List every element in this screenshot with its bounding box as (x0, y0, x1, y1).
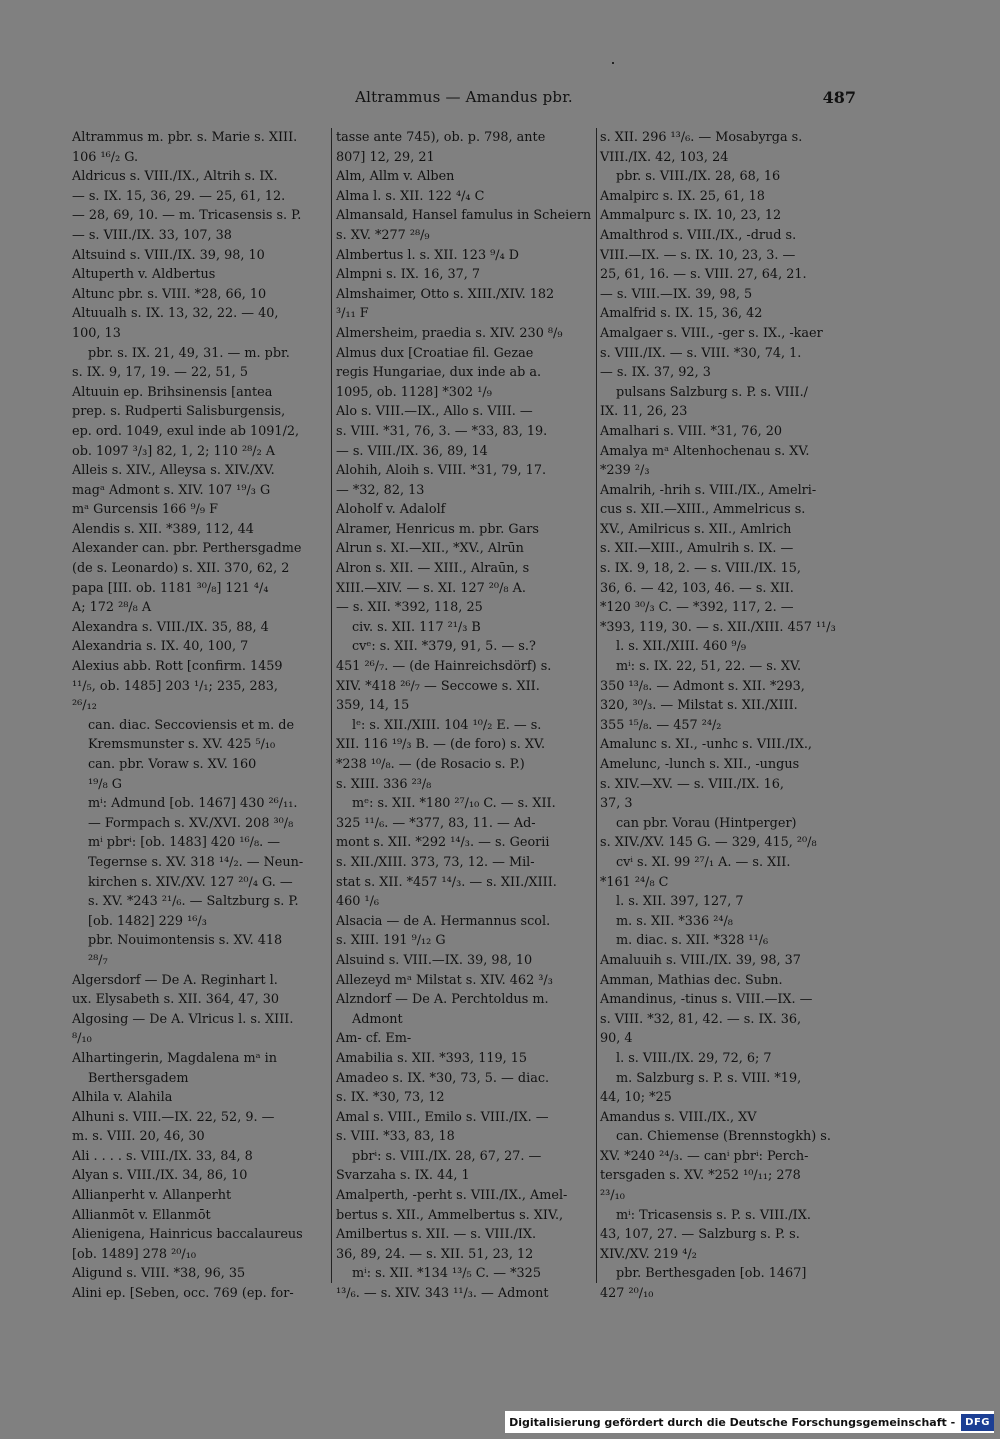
index-line: *120 ³⁰/₃ C. — *392, 117, 2. — (600, 600, 794, 616)
index-line: 36, 89, 24. — s. XII. 51, 23, 12 (336, 1246, 534, 1262)
index-line: [ob. 1489] 278 ²⁰/₁₀ (72, 1246, 196, 1262)
index-line: Amalunc s. XI., -unhc s. VIII./IX., (600, 737, 812, 753)
index-line: cvⁱ s. XI. 99 ²⁷/₁ A. — s. XII. (616, 854, 791, 870)
index-line: s. VIII. *32, 81, 42. — s. IX. 36, (600, 1011, 802, 1027)
index-line: Amman, Mathias dec. Subn. (600, 972, 783, 988)
index-line: VIII./IX. 42, 103, 24 (600, 149, 729, 165)
index-line: XIV./XV. 219 ⁴/₂ (600, 1246, 697, 1262)
index-line: 355 ¹⁵/₈. — 457 ²⁴/₂ (600, 717, 722, 733)
index-line: — *32, 82, 13 (336, 482, 425, 498)
index-line: s. XIII. 191 ⁹/₁₂ G (336, 933, 446, 949)
index-line: Amalfrid s. IX. 15, 36, 42 (600, 306, 763, 322)
index-line: ob. 1097 ³/₃] 82, 1, 2; 110 ²⁸/₂ A (72, 443, 276, 459)
index-line: *238 ¹⁰/₈. — (de Rosacio s. P.) (336, 757, 525, 772)
index-line: Amalrih, -hrih s. VIII./IX., Amelri- (600, 482, 817, 498)
index-line: *393, 119, 30. — s. XII./XIII. 457 ¹¹/₃ (600, 619, 836, 635)
index-line: Alleis s. XIV., Alleysa s. XIV./XV. (72, 463, 275, 479)
index-line: Alramer, Henricus m. pbr. Gars (336, 521, 539, 537)
index-line: tersgaden s. XV. *252 ¹⁰/₁₁; 278 (600, 1168, 801, 1184)
index-line: Altuperth v. Aldbertus (72, 267, 216, 283)
index-line: l. s. VIII./IX. 29, 72, 6; 7 (616, 1050, 772, 1066)
column-rule (331, 128, 332, 1283)
index-line: s. XIV.—XV. — s. VIII./IX. 16, (600, 776, 784, 792)
index-line: Algersdorf — De A. Reginhart l. (72, 972, 278, 988)
dfg-logo: DFG (961, 1414, 994, 1431)
index-line: Altuualh s. IX. 13, 32, 22. — 40, (72, 306, 279, 322)
index-line: s. XV. *277 ²⁸/₉ (336, 227, 430, 243)
speck (612, 62, 614, 64)
index-line: bertus s. XII., Ammelbertus s. XIV., (336, 1207, 564, 1223)
index-line: 90, 4 (600, 1031, 633, 1047)
index-column-1 (72, 128, 330, 1302)
index-line: mⁱ: Admund [ob. 1467] 430 ²⁶/₁₁. (88, 796, 298, 812)
index-line: ²⁸/₇ (88, 952, 108, 968)
index-line: 37, 3 (600, 796, 633, 812)
index-line: XII. 116 ¹⁹/₃ B. — (de foro) s. XV. (336, 737, 546, 753)
index-line: Altunc pbr. s. VIII. *28, 66, 10 (72, 286, 267, 302)
index-line: civ. s. XII. 117 ²¹/₃ B (352, 619, 481, 635)
index-line: Alendis s. XII. *389, 112, 44 (72, 521, 254, 537)
index-line: Amandinus, -tinus s. VIII.—IX. — (600, 992, 813, 1008)
index-line: Almersheim, praedia s. XIV. 230 ⁸/₉ (336, 325, 563, 341)
index-line: ¹¹/₅, ob. 1485] 203 ¹/₁; 235, 283, (72, 678, 278, 694)
index-line: Svarzaha s. IX. 44, 1 (336, 1168, 470, 1184)
index-line: can pbr. Vorau (Hintperger) (616, 815, 797, 831)
index-line: prep. s. Rudperti Salisburgensis, (72, 404, 286, 420)
index-line: Alron s. XII. — XIII., Alraūn, s (336, 561, 530, 577)
running-title: Altrammus — Amandus pbr. (355, 88, 573, 106)
index-line: — s. IX. 37, 92, 3 (600, 365, 711, 381)
index-line: mᵉ: s. XII. *180 ²⁷/₁₀ C. — s. XII. (352, 796, 556, 812)
index-line: — Formpach s. XV./XVI. 208 ³⁰/₈ (88, 815, 294, 831)
index-line: Alexandria s. IX. 40, 100, 7 (72, 639, 249, 655)
index-line: 43, 107, 27. — Salzburg s. P. s. (600, 1227, 800, 1243)
index-line: Alzndorf — De A. Perchtoldus m. (336, 992, 549, 1008)
index-line: Almshaimer, Otto s. XIII./XIV. 182 (336, 286, 555, 302)
index-line: Tegernse s. XV. 318 ¹⁴/₂. — Neun- (88, 854, 304, 870)
index-line: — s. IX. 15, 36, 29. — 25, 61, 12. (72, 188, 286, 204)
index-line: Alyan s. VIII./IX. 34, 86, 10 (72, 1168, 248, 1184)
index-line: ux. Elysabeth s. XII. 364, 47, 30 (72, 992, 279, 1008)
index-line: 100, 13 (72, 325, 121, 341)
index-line: s. VIII./IX. — s. VIII. *30, 74, 1. (600, 345, 802, 361)
index-line: 325 ¹¹/₆. — *377, 83, 11. — Ad- (336, 815, 536, 831)
index-line: Altrammus m. pbr. s. Marie s. XIII. (72, 130, 298, 145)
index-line: Amalgaer s. VIII., -ger s. IX., -kaer (600, 325, 823, 341)
index-line: mⁱ pbrⁱ: [ob. 1483] 420 ¹⁶/₈. — (88, 835, 281, 851)
index-line: s. XIV./XV. 145 G. — 329, 415, ²⁰/₈ (600, 835, 817, 851)
index-line: pbr. s. IX. 21, 49, 31. — m. pbr. (88, 345, 290, 361)
index-line: pbr. s. VIII./IX. 28, 68, 16 (616, 169, 781, 185)
index-line: mⁱ: s. IX. 22, 51, 22. — s. XV. (616, 659, 802, 675)
index-line: 460 ¹/₆ (336, 894, 380, 910)
index-line: Allianmōt v. Ellanmōt (72, 1207, 211, 1223)
index-line: ¹³/₆. — s. XIV. 343 ¹¹/₃. — Admont (336, 1286, 549, 1302)
index-line: l. s. XII. 397, 127, 7 (616, 894, 744, 910)
index-line: l. s. XII./XIII. 460 ⁹/₉ (616, 639, 747, 655)
index-line: s. IX. 9, 18, 2. — s. VIII./IX. 15, (600, 561, 801, 577)
index-line: Alexius abb. Rott [confirm. 1459 (72, 659, 283, 675)
index-line: Aligund s. VIII. *38, 96, 35 (72, 1266, 246, 1282)
index-line: s. VIII. *31, 76, 3. — *33, 83, 19. (336, 423, 548, 439)
index-line: XIII.—XIV. — s. XI. 127 ²⁰/₈ A. (336, 580, 526, 596)
index-line: can. pbr. Voraw s. XV. 160 (88, 757, 257, 772)
index-line: can. diac. Seccoviensis et m. de (88, 717, 295, 733)
index-line: Amalperth, -perht s. VIII./IX., Amel- (336, 1188, 568, 1204)
index-line: cvᵉ: s. XII. *379, 91, 5. — s.? (352, 639, 536, 655)
index-line: s. VIII. *33, 83, 18 (336, 1129, 455, 1145)
index-line: can. Chiemense (Brennstogkh) s. (616, 1129, 831, 1145)
index-line: ⁸/₁₀ (72, 1031, 92, 1047)
index-line: Alini ep. [Seben, occ. 769 (ep. for- (72, 1286, 294, 1302)
index-line: Amalthrod s. VIII./IX., -drud s. (600, 227, 797, 243)
index-line: — 28, 69, 10. — m. Tricasensis s. P. (72, 208, 302, 224)
index-line: papa [III. ob. 1181 ³⁰/₈] 121 ⁴/₄ (72, 580, 269, 596)
index-line: regis Hungariae, dux inde ab a. (336, 365, 542, 381)
index-line: Ammalpurc s. IX. 10, 23, 12 (600, 208, 782, 224)
footer-text: Digitalisierung gefördert durch die Deutsche Forschungsgemeinschaft - (509, 1415, 956, 1429)
index-line: pulsans Salzburg s. P. s. VIII./ (616, 384, 808, 400)
index-line: pbrⁱ: s. VIII./IX. 28, 67, 27. — (352, 1148, 542, 1164)
index-line: pbr. Nouimontensis s. XV. 418 (88, 933, 283, 949)
index-line: 36, 6. — 42, 103, 46. — s. XII. (600, 580, 794, 596)
footer-banner[interactable] (505, 1411, 994, 1433)
index-line: 106 ¹⁶/₂ G. (72, 149, 139, 165)
index-line: mⁱ: Tricasensis s. P. s. VIII./IX. (616, 1207, 811, 1223)
index-line: 25, 61, 16. — s. VIII. 27, 64, 21. (600, 267, 807, 283)
index-line: kirchen s. XIV./XV. 127 ²⁰/₄ G. — (88, 874, 293, 890)
index-line: Allezeyd mᵃ Milstat s. XIV. 462 ³/₃ (336, 972, 553, 988)
index-line: ²⁶/₁₂ (72, 698, 97, 714)
index-line: Almus dux [Croatiae fil. Gezae (336, 345, 534, 361)
index-line: 1095, ob. 1128] *302 ¹/₉ (336, 384, 492, 400)
index-line: Almbertus l. s. XII. 123 ⁹/₄ D (336, 247, 520, 263)
index-line: Alrun s. XI.—XII., *XV., Alrūn (336, 541, 524, 557)
index-line: Berthersgadem (88, 1070, 189, 1086)
index-line: Algosing — De A. Vlricus l. s. XIII. (72, 1011, 294, 1027)
index-line: 320, ³⁰/₃. — Milstat s. XII./XIII. (600, 698, 798, 714)
index-column-2 (336, 128, 592, 1302)
index-line: Alm, Allm v. Alben (336, 169, 455, 185)
index-line: Aldricus s. VIII./IX., Altrih s. IX. (72, 169, 278, 185)
index-line: *161 ²⁴/₈ C (600, 874, 669, 890)
index-line: ³/₁₁ F (336, 306, 369, 322)
index-line: 44, 10; *25 (600, 1090, 672, 1106)
index-line: Amelunc, -lunch s. XII., -ungus (600, 757, 800, 772)
index-line: m. diac. s. XII. *328 ¹¹/₆ (616, 933, 769, 949)
index-line: XIV. *418 ²⁶/₇ — Seccowe s. XII. (336, 678, 540, 694)
index-line: Admont (352, 1011, 403, 1027)
index-column-3 (600, 128, 858, 1302)
index-line: m. s. XII. *336 ²⁴/₈ (616, 913, 733, 929)
index-line: 451 ²⁶/₇. — (de Hainreichsdörf) s. (336, 659, 552, 675)
index-line: Almansald, Hansel famulus in Scheiern (336, 208, 592, 224)
index-line: VIII.—IX. — s. IX. 10, 23, 3. — (600, 247, 796, 263)
index-line: Alhartingerin, Magdalena mᵃ in (72, 1050, 277, 1066)
index-line: Am- cf. Em- (336, 1031, 412, 1047)
index-line: XV., Amilricus s. XII., Amlrich (600, 521, 792, 537)
column-rule (596, 128, 597, 1283)
index-line: — s. XII. *392, 118, 25 (336, 600, 483, 616)
index-line: tasse ante 745), ob. p. 798, ante (336, 130, 546, 145)
index-line: mont s. XII. *292 ¹⁴/₃. — s. Georii (336, 835, 550, 851)
index-line: Aloholf v. Adalolf (336, 502, 446, 518)
index-line: — s. VIII.—IX. 39, 98, 5 (600, 286, 753, 302)
index-line: IX. 11, 26, 23 (600, 404, 688, 420)
index-line: Amalpirc s. IX. 25, 61, 18 (600, 188, 765, 204)
running-header (72, 88, 856, 116)
index-line: Amilbertus s. XII. — s. VIII./IX. (336, 1227, 537, 1243)
index-line: s. XIII. 336 ²³/₈ (336, 776, 432, 792)
index-line: *239 ²/₃ (600, 463, 650, 479)
index-line: Alohih, Aloih s. VIII. *31, 79, 17. (336, 463, 547, 479)
index-line: s. XII./XIII. 373, 73, 12. — Mil- (336, 854, 535, 870)
index-line: Amandus s. VIII./IX., XV (600, 1109, 757, 1125)
index-line: 807] 12, 29, 21 (336, 149, 435, 165)
index-line: Alienigena, Hainricus baccalaureus (72, 1227, 303, 1243)
index-line: Alexander can. pbr. Perthersgadme (72, 541, 302, 557)
index-line: Ali . . . . s. VIII./IX. 33, 84, 8 (72, 1148, 253, 1164)
index-line: Amalhari s. VIII. *31, 76, 20 (600, 423, 783, 439)
index-line: Alexandra s. VIII./IX. 35, 88, 4 (72, 619, 269, 635)
index-line: [ob. 1482] 229 ¹⁶/₃ (88, 913, 207, 929)
index-line: Alsacia — de A. Hermannus scol. (336, 913, 551, 929)
index-line: (de s. Leonardo) s. XII. 370, 62, 2 (72, 561, 290, 577)
index-line: Alma l. s. XII. 122 ⁴/₄ C (336, 188, 485, 204)
index-line: Alsuind s. VIII.—IX. 39, 98, 10 (336, 952, 533, 968)
index-line: 350 ¹³/₈. — Admont s. XII. *293, (600, 678, 805, 694)
index-line: Amaluuih s. VIII./IX. 39, 98, 37 (600, 952, 801, 968)
index-line: s. IX. *30, 73, 12 (336, 1090, 445, 1106)
index-line: Alo s. VIII.—IX., Allo s. VIII. — (336, 404, 533, 420)
index-line: ²³/₁₀ (600, 1188, 625, 1204)
index-line: Altuuin ep. Brihsinensis [antea (72, 384, 273, 400)
index-line: Amalya mᵃ Altenhochenau s. XV. (600, 443, 810, 459)
index-line: Altsuind s. VIII./IX. 39, 98, 10 (72, 247, 265, 263)
index-line: magᵃ Admont s. XIV. 107 ¹⁹/₃ G (72, 482, 271, 498)
index-line: s. XV. *243 ²¹/₆. — Saltzburg s. P. (88, 894, 299, 910)
index-line: Almpni s. IX. 16, 37, 7 (336, 267, 481, 283)
index-line: — s. VIII./IX. 33, 107, 38 (72, 227, 232, 243)
index-line: mⁱ: s. XII. *134 ¹³/₅ C. — *325 (352, 1266, 541, 1282)
index-line: 359, 14, 15 (336, 698, 410, 714)
index-line: s. XII.—XIII., Amulrih s. IX. — (600, 541, 794, 557)
index-line: m. Salzburg s. P. s. VIII. *19, (616, 1070, 802, 1086)
index-line: s. IX. 9, 17, 19. — 22, 51, 5 (72, 365, 248, 381)
index-line: Allianperht v. Allanperht (72, 1188, 232, 1204)
index-line: ep. ord. 1049, exul inde ab 1091/2, (72, 423, 300, 439)
index-line: pbr. Berthesgaden [ob. 1467] (616, 1266, 807, 1282)
index-line: mᵃ Gurcensis 166 ⁹/₉ F (72, 502, 219, 518)
index-line: 427 ²⁰/₁₀ (600, 1286, 654, 1302)
index-line: cus s. XII.—XIII., Ammelricus s. (600, 502, 806, 518)
index-line: ¹⁹/₈ G (88, 776, 122, 792)
index-line: — s. VIII./IX. 36, 89, 14 (336, 443, 488, 459)
index-line: Amadeo s. IX. *30, 73, 5. — diac. (336, 1070, 550, 1086)
index-line: Kremsmunster s. XV. 425 ⁵/₁₀ (88, 737, 276, 753)
index-line: lᵉ: s. XII./XIII. 104 ¹⁰/₂ E. — s. (352, 717, 542, 733)
index-line: A; 172 ²⁸/₈ A (72, 600, 152, 616)
index-line: Amal s. VIII., Emilo s. VIII./IX. — (336, 1109, 549, 1125)
index-line: Amabilia s. XII. *393, 119, 15 (336, 1050, 528, 1066)
index-line: Alhuni s. VIII.—IX. 22, 52, 9. — (72, 1109, 275, 1125)
index-line: XV. *240 ²⁴/₃. — canⁱ pbrⁱ: Perch- (600, 1148, 809, 1164)
page-number: 487 (822, 88, 856, 107)
index-line: m. s. VIII. 20, 46, 30 (72, 1129, 205, 1145)
index-line: Alhila v. Alahila (72, 1090, 173, 1106)
index-line: stat s. XII. *457 ¹⁴/₃. — s. XII./XIII. (336, 874, 557, 890)
index-line: s. XII. 296 ¹³/₆. — Mosabyrga s. (600, 130, 803, 145)
